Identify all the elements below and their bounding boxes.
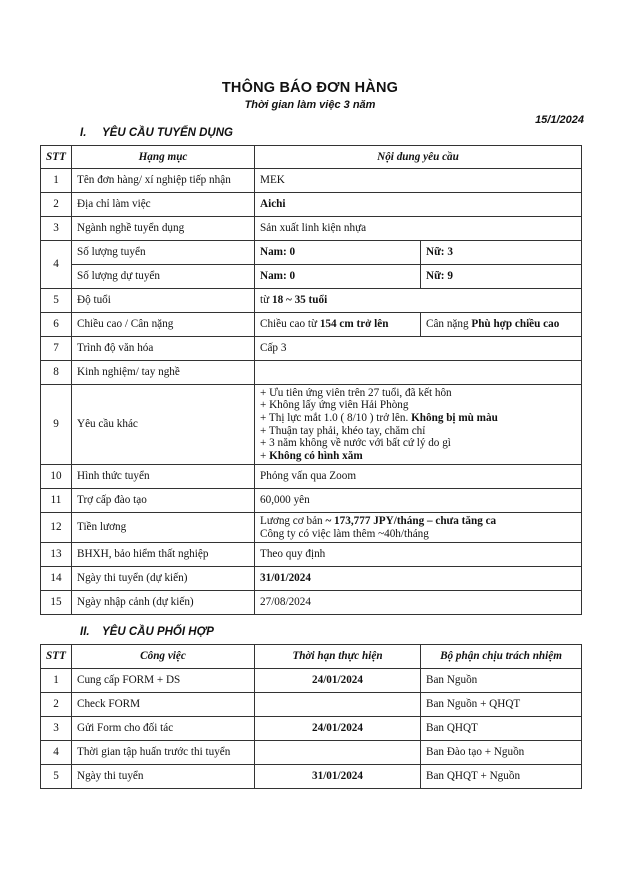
requirements-table xyxy=(40,145,582,615)
row-deadline xyxy=(255,693,421,717)
section-2-number: II. xyxy=(80,626,90,638)
row-number: 10 xyxy=(41,465,72,489)
row-dept: Ban QHQT + Nguồn xyxy=(421,765,582,789)
table-row xyxy=(41,289,582,313)
row-number: 4 xyxy=(41,241,72,289)
overtime-line: Công ty có việc làm thêm ~40h/tháng xyxy=(260,527,429,540)
table-row xyxy=(41,265,582,289)
row-dept: Ban Nguồn + QHQT xyxy=(421,693,582,717)
row-item: Ngành nghề tuyển dụng xyxy=(72,217,255,241)
row-number: 1 xyxy=(41,169,72,193)
row-value xyxy=(255,289,582,313)
document-title: THÔNG BÁO ĐƠN HÀNG xyxy=(221,80,399,96)
table-row xyxy=(41,169,582,193)
row-value: 60,000 yên xyxy=(255,489,582,513)
row-item: Số lượng dự tuyển xyxy=(72,265,255,289)
weight-bold: Phù hợp chiều cao xyxy=(471,318,560,330)
row-number: 6 xyxy=(41,313,72,337)
row-deadline: 24/01/2024 xyxy=(255,669,421,693)
row-dept: Ban QHQT xyxy=(421,717,582,741)
row-item: Hình thức tuyển xyxy=(72,465,255,489)
section-2-title: YÊU CẦU PHỐI HỢP xyxy=(102,626,214,638)
female-value: 3 xyxy=(447,246,453,258)
row-deadline: 24/01/2024 xyxy=(255,717,421,741)
row-item: Địa chỉ làm việc xyxy=(72,193,255,217)
row-number: 15 xyxy=(41,591,72,615)
table-row xyxy=(41,513,582,543)
requirement-text: + xyxy=(260,449,270,462)
weight-value xyxy=(421,313,582,337)
col-header-stt: STT xyxy=(41,146,72,169)
table-row xyxy=(41,217,582,241)
col-header-item: Hạng mục xyxy=(72,146,255,169)
table-row xyxy=(41,241,582,265)
row-value: 31/01/2024 xyxy=(255,567,582,591)
row-number: 3 xyxy=(41,717,72,741)
table-header-row xyxy=(41,146,582,169)
row-number: 8 xyxy=(41,361,72,385)
height-value xyxy=(255,313,421,337)
age-value: 18 ~ 35 tuổi xyxy=(271,294,328,306)
row-deadline xyxy=(255,741,421,765)
row-value xyxy=(255,385,582,465)
female-label: Nữ: xyxy=(426,270,448,282)
row-value: Theo quy định xyxy=(255,543,582,567)
row-task: Gửi Form cho đối tác xyxy=(72,717,255,741)
row-task: Thời gian tập huấn trước thi tuyển xyxy=(72,741,255,765)
row-dept: Ban Đào tạo + Nguồn xyxy=(421,741,582,765)
row-number: 7 xyxy=(41,337,72,361)
female-label: Nữ: xyxy=(426,246,448,258)
col-header-task: Công việc xyxy=(72,645,255,669)
row-item: BHXH, bảo hiểm thất nghiệp xyxy=(72,543,255,567)
salary-bold: ~ 173,777 JPY/tháng – chưa tăng ca xyxy=(325,514,497,527)
row-number: 14 xyxy=(41,567,72,591)
row-value xyxy=(255,513,582,543)
table-header-row xyxy=(41,645,582,669)
coordination-table xyxy=(40,644,582,789)
row-task: Check FORM xyxy=(72,693,255,717)
table-row xyxy=(41,385,582,465)
row-value: 27/08/2024 xyxy=(255,591,582,615)
row-number: 2 xyxy=(41,193,72,217)
row-number: 5 xyxy=(41,289,72,313)
weight-prefix: Cân nặng xyxy=(426,318,472,330)
table-row xyxy=(41,465,582,489)
requirement-line: + Thuận tay phải, khéo tay, chăm chỉ xyxy=(260,424,426,437)
table-row xyxy=(41,361,582,385)
section-1-title: YÊU CẦU TUYỂN DỤNG xyxy=(102,127,233,139)
table-row xyxy=(41,313,582,337)
row-number: 3 xyxy=(41,217,72,241)
row-item: Yêu cầu khác xyxy=(72,385,255,465)
row-item: Độ tuổi xyxy=(72,289,255,313)
requirement-bold: Không bị mù màu xyxy=(411,411,498,424)
table-row xyxy=(41,693,582,717)
row-item: Chiều cao / Cân nặng xyxy=(72,313,255,337)
document-subtitle: Thời gian làm việc 3 năm xyxy=(244,99,376,111)
row-value: Phỏng vấn qua Zoom xyxy=(255,465,582,489)
row-number: 2 xyxy=(41,693,72,717)
table-row xyxy=(41,765,582,789)
requirement-bold: Không có hình xăm xyxy=(269,449,363,462)
requirement-line xyxy=(260,450,576,463)
table-row xyxy=(41,567,582,591)
col-header-dept: Bộ phận chịu trách nhiệm xyxy=(421,645,582,669)
row-task: Ngày thi tuyển xyxy=(72,765,255,789)
table-row xyxy=(41,717,582,741)
row-number: 1 xyxy=(41,669,72,693)
age-prefix: từ xyxy=(260,294,272,306)
section-1-heading xyxy=(80,127,233,139)
row-number: 11 xyxy=(41,489,72,513)
row-item: Số lượng tuyển xyxy=(72,241,255,265)
requirement-line xyxy=(260,412,576,425)
row-number: 4 xyxy=(41,741,72,765)
section-2-heading xyxy=(80,626,214,638)
row-number: 13 xyxy=(41,543,72,567)
salary-prefix: Lương cơ bản xyxy=(260,514,326,527)
requirement-line: + Không lấy ứng viên Hải Phòng xyxy=(260,399,409,412)
row-item: Tên đơn hàng/ xí nghiệp tiếp nhận xyxy=(72,169,255,193)
row-value: Aichi xyxy=(255,193,582,217)
table-row xyxy=(41,591,582,615)
table-row xyxy=(41,337,582,361)
row-number: 9 xyxy=(41,385,72,465)
row-item: Tiền lương xyxy=(72,513,255,543)
row-item: Kinh nghiệm/ tay nghề xyxy=(72,361,255,385)
row-number: 5 xyxy=(41,765,72,789)
row-item: Trợ cấp đào tạo xyxy=(72,489,255,513)
section-1-number: I. xyxy=(80,127,87,139)
col-header-content: Nội dung yêu cầu xyxy=(255,146,582,169)
height-bold: 154 cm trở lên xyxy=(319,318,389,330)
table-row xyxy=(41,543,582,567)
row-dept: Ban Nguồn xyxy=(421,669,582,693)
row-number: 12 xyxy=(41,513,72,543)
height-prefix: Chiều cao từ xyxy=(260,318,320,330)
table-row xyxy=(41,669,582,693)
salary-line xyxy=(260,515,576,528)
table-row xyxy=(41,741,582,765)
row-value xyxy=(255,361,582,385)
female-count xyxy=(421,241,582,265)
row-item: Ngày thi tuyển (dự kiến) xyxy=(72,567,255,591)
document-date: 15/1/2024 xyxy=(535,114,584,126)
requirement-line: + 3 năm không về nước với bất cứ lý do gì xyxy=(260,437,451,450)
row-value: MEK xyxy=(255,169,582,193)
row-item: Ngày nhập cảnh (dự kiến) xyxy=(72,591,255,615)
row-value: Sản xuất linh kiện nhựa xyxy=(255,217,582,241)
female-value: 9 xyxy=(447,270,453,282)
col-header-deadline: Thời hạn thực hiện xyxy=(255,645,421,669)
row-item: Trình độ văn hóa xyxy=(72,337,255,361)
table-row xyxy=(41,193,582,217)
row-value: Cấp 3 xyxy=(255,337,582,361)
male-count: Nam: 0 xyxy=(255,241,421,265)
requirement-text: + Thị lực mắt 1.0 ( 8/10 ) trở lên. xyxy=(260,411,412,424)
col-header-stt: STT xyxy=(41,645,72,669)
table-row xyxy=(41,489,582,513)
row-task: Cung cấp FORM + DS xyxy=(72,669,255,693)
row-deadline: 31/01/2024 xyxy=(255,765,421,789)
female-count xyxy=(421,265,582,289)
male-count: Nam: 0 xyxy=(255,265,421,289)
requirement-line: + Ưu tiên ứng viên trên 27 tuổi, đã kết hôn xyxy=(260,386,452,399)
